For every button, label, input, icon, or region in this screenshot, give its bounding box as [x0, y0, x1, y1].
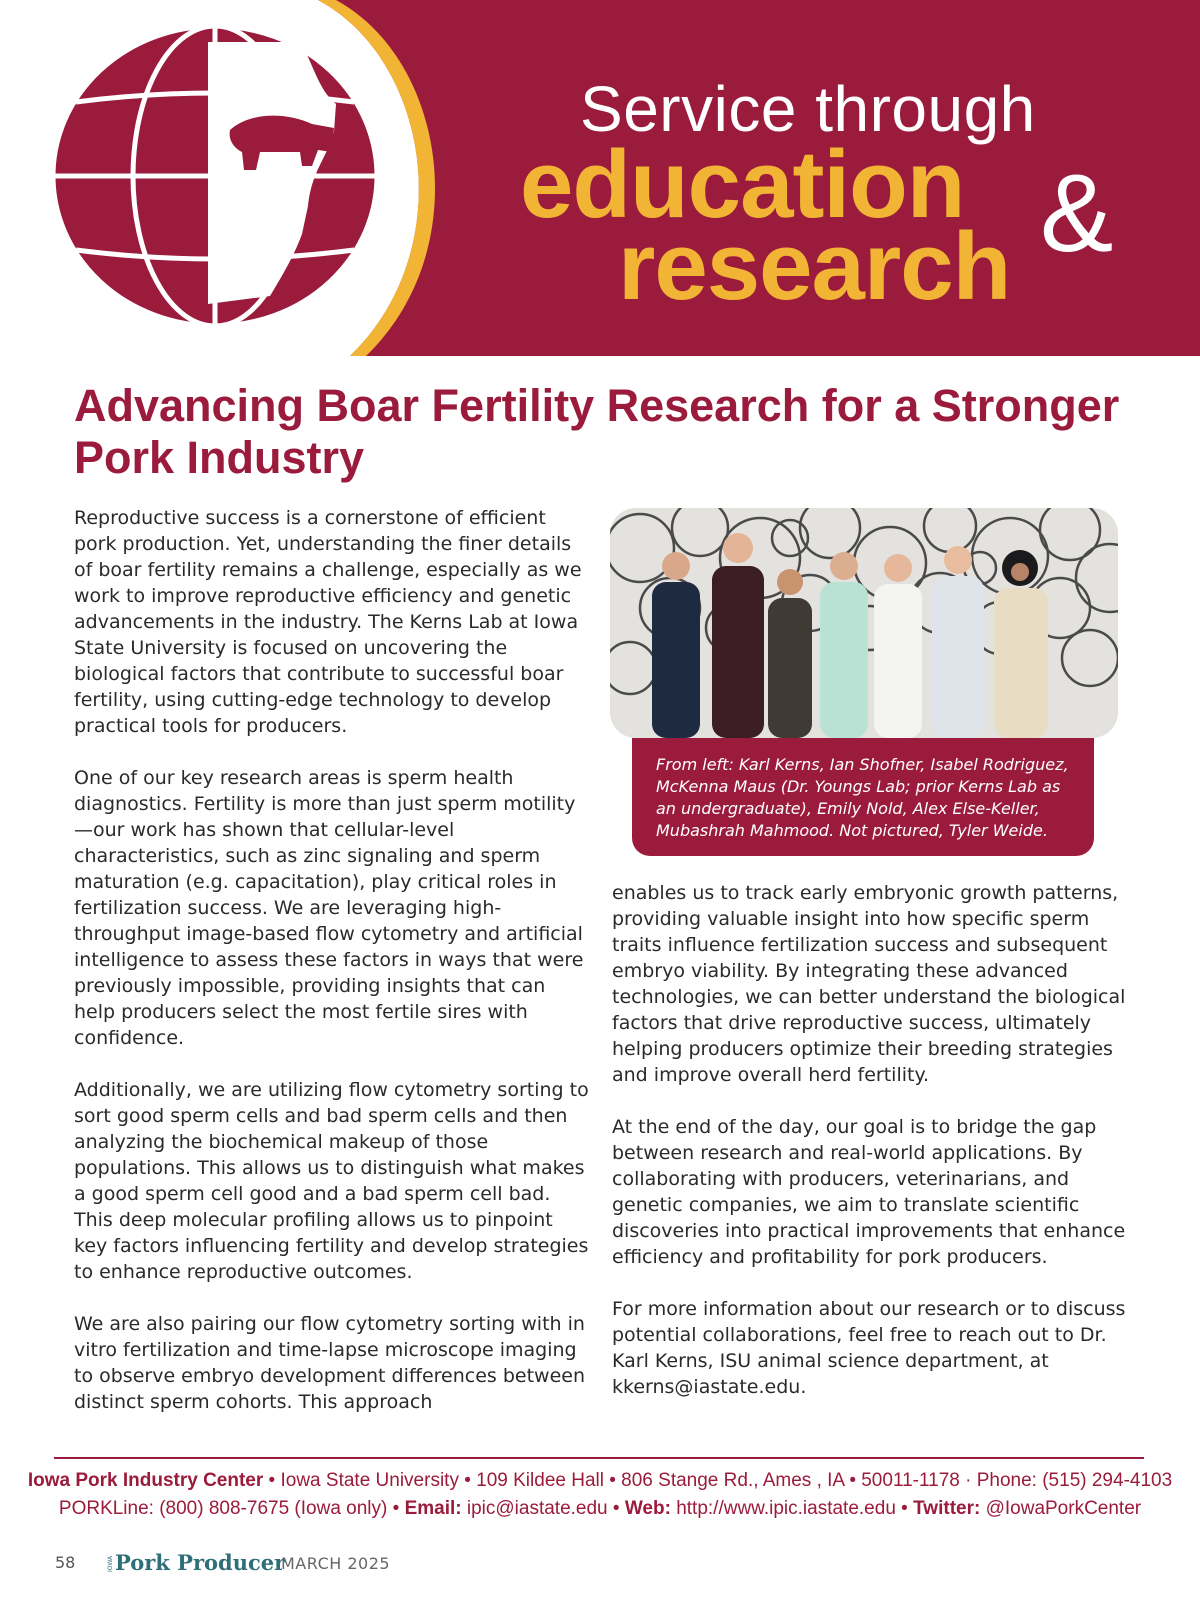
publication-prefix: IOWA [107, 1555, 114, 1572]
paragraph: One of our key research areas is sperm health diagnostics. Fertility is more than just sperm motility—our work has shown that cellular-level characteristics, such as zinc signaling and sperm maturation (e.g. capacitation), play critical roles in fertilization success. We are leveraging high-throughput image-based flow cytometry and artificial intelligence to assess these factors in ways that were previously impossible, providing insights that can help producers select the most fertile sires with confidence. [74, 767, 584, 1049]
banner-headline-research: research [618, 213, 1011, 320]
paragraph: We are also pairing our flow cytometry sorting with in vitro fertilization and time-lapse microscope imaging to observe embryo development differences between distinct sperm cohorts. This approach [74, 1313, 586, 1413]
footer-address: • Iowa State University • 109 Kildee Hall • 806 Stange Rd., Ames , IA • 50011-1178 · Phone: (515) 294-4103 [263, 1470, 1173, 1491]
logo-label: Iowa Pork Industry Center [214, 179, 289, 272]
article-column-left [74, 505, 590, 1441]
paragraph: Additionally, we are utilizing flow cytometry sorting to sort good sperm cells and bad sperm cells and then analyzing the biochemical makeup of those populations. This allows us to distinguish what makes a good sperm cell good and a bad sperm cell bad. This deep molecular profiling allows us to pinpoint key factors influencing fertility and develop strategies to enhance reproductive outcomes. [74, 1079, 589, 1283]
banner-headline-education: education [520, 131, 965, 238]
header-banner [0, 0, 1200, 356]
footer-twitter-handle[interactable]: @IowaPorkCenter [980, 1498, 1142, 1519]
banner-ampersand: & [1040, 152, 1114, 275]
publication-logo: Pork Producer [115, 1550, 286, 1575]
paragraph: enables us to track early embryonic growth patterns, providing valuable insight into how specific sperm traits influence fertilization success and subsequent embryo viability. By integrating these advanced technologies, we can better understand the biological factors that drive reproductive success, ultimately helping producers optimize their breeding strategies and improve overall herd fertility. [612, 882, 1126, 1086]
banner-headline-service: Service through [580, 73, 1036, 145]
page-number: 58 [55, 1553, 76, 1572]
footer-web-link[interactable]: http://www.ipic.iastate.edu • [670, 1498, 914, 1519]
photo-caption: From left: Karl Kerns, Ian Shofner, Isabel Rodriguez, McKenna Maus (Dr. Youngs Lab; prior Kerns Lab as an undergraduate), Emily Nold, Alex Else-Keller, Mubashrah Mahmood. Not pictured, Tyler Weide. [632, 738, 1094, 856]
footer-contact-line-1 [0, 1470, 1200, 1492]
article-title: Advancing Boar Fertility Research for a Stronger Pork Industry [74, 380, 1120, 483]
paragraph: For more information about our research or to discuss potential collaborations, feel free to reach out to Dr. Karl Kerns, ISU animal science department, at kkerns@iastate.edu. [612, 1298, 1126, 1398]
team-photo-illustration [610, 508, 1118, 738]
footer-org: Iowa Pork Industry Center [27, 1470, 264, 1491]
footer-email-link[interactable]: ipic@iastate.edu • [461, 1498, 625, 1519]
issue-date: MARCH 2025 [281, 1554, 391, 1573]
footer-contact-line-2 [0, 1498, 1200, 1520]
footer-porkline: PORKLine: (800) 808-7675 (Iowa only) • [58, 1498, 405, 1519]
footer-web-label: Web: [624, 1498, 671, 1519]
footer-email-label: Email: [404, 1498, 462, 1519]
team-photo [610, 508, 1118, 738]
article-column-right [612, 880, 1132, 1426]
footer-divider [54, 1457, 1144, 1459]
paragraph: At the end of the day, our goal is to bridge the gap between research and real-world applications. By collaborating with producers, veterinarians, and genetic companies, we aim to translate scientific discoveries into practical improvements that enhance efficiency and profitability for pork producers. [612, 1116, 1126, 1268]
paragraph: Reproductive success is a cornerstone of efficient pork production. Yet, understanding the finer details of boar fertility remains a challenge, especially as we work to improve reproductive efficiency and genetic advancements in the industry. The Kerns Lab at Iowa State University is focused on uncovering the biological factors that contribute to successful boar fertility, using cutting-edge technology to develop practical tools for producers. [74, 507, 582, 737]
ipic-globe-logo [50, 20, 380, 332]
footer-twitter-label: Twitter: [913, 1498, 981, 1519]
